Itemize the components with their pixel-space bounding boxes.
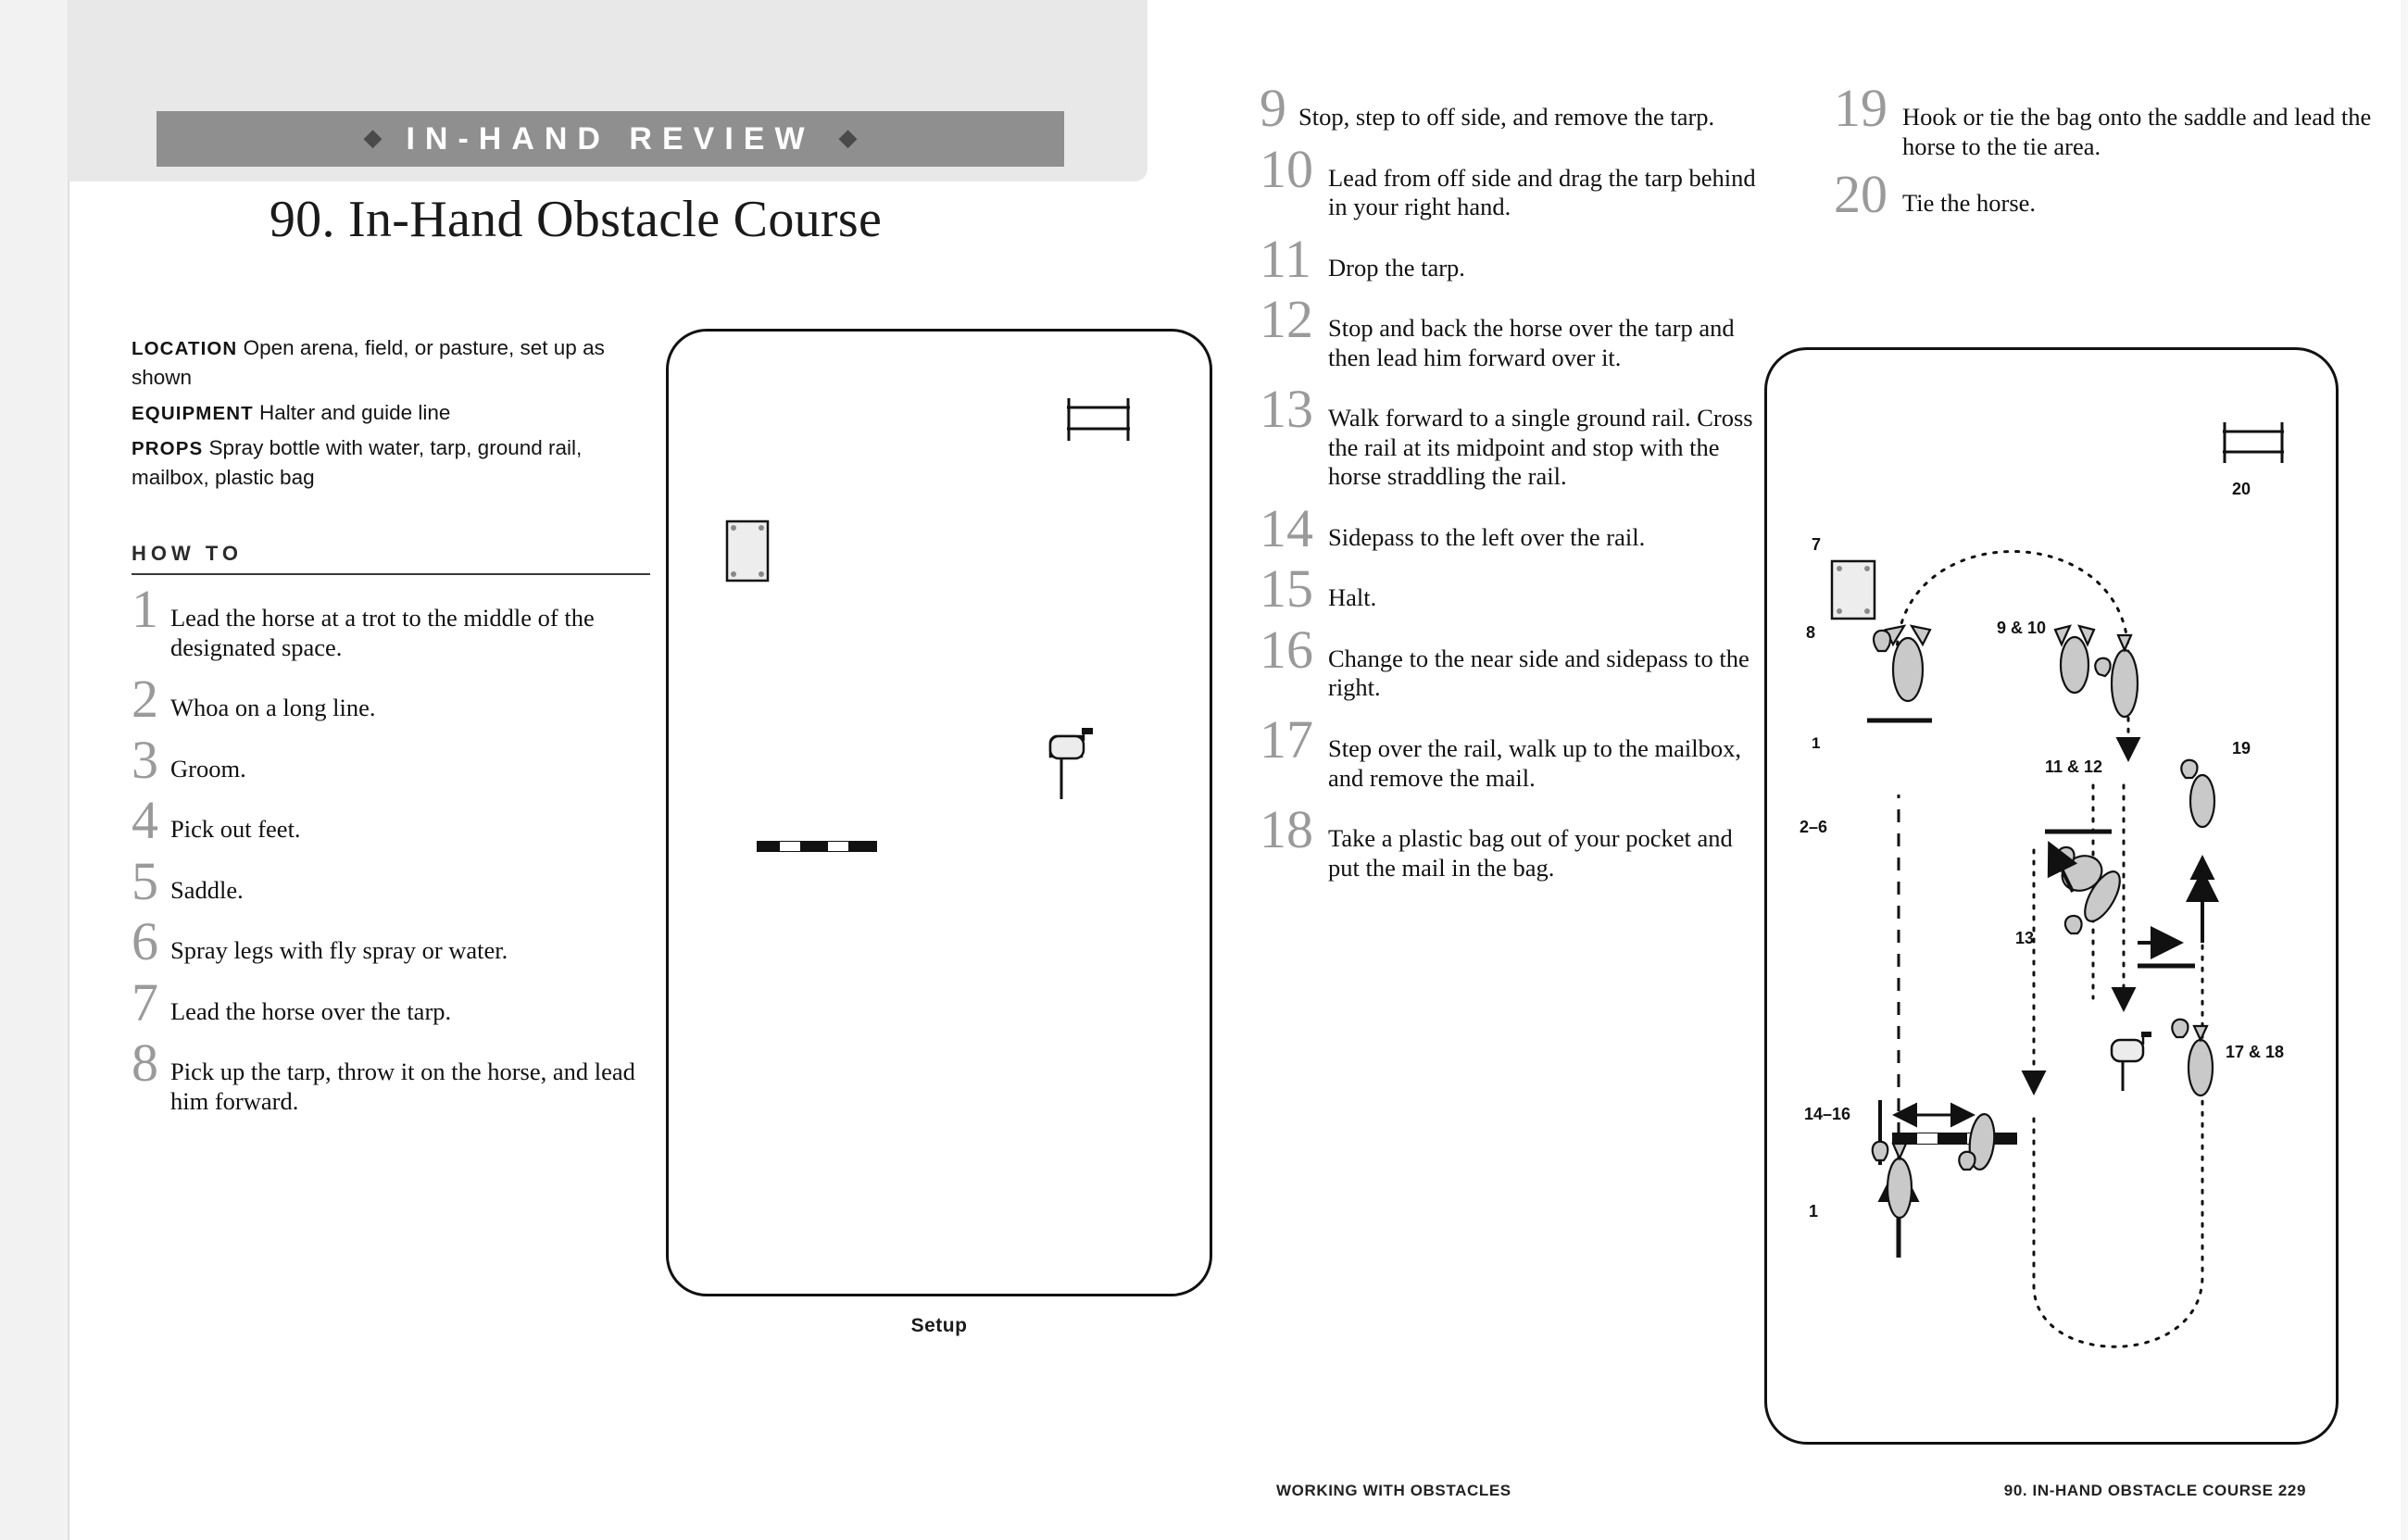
step-text: Hook or tie the bag onto the saddle and lead the horse to the tie area.	[1902, 103, 2372, 160]
step-text: Tie the horse.	[1902, 189, 2037, 218]
course-label: 1	[1809, 1202, 1819, 1221]
course-label: 9 & 10	[1997, 619, 2047, 637]
step-text: Change to the near side and sidepass to the right.	[1328, 644, 1750, 702]
review-banner	[157, 111, 1064, 167]
course-label: 19	[2232, 739, 2251, 757]
step-number: 5	[132, 850, 158, 911]
list-item	[1260, 708, 1760, 793]
howto-heading	[132, 542, 650, 575]
location-label: LOCATION	[132, 338, 238, 359]
step-text: Walk forward to a single ground rail. Cross the rail at its midpoint and stop with the horse straddling the rail.	[1328, 404, 1753, 491]
step-text: Whoa on a long line.	[170, 694, 376, 722]
setup-diagram	[666, 329, 1212, 1296]
equipment-row	[132, 398, 650, 428]
step-number: 14	[1260, 497, 1313, 558]
step-number: 13	[1260, 379, 1313, 440]
footer-left: WORKING WITH OBSTACLES	[1276, 1482, 1511, 1499]
diamond-icon-left: ◆	[363, 124, 383, 151]
equipment-label: EQUIPMENT	[132, 402, 254, 424]
list-item	[1260, 619, 1760, 703]
list-item	[1260, 497, 1760, 558]
step-text: Halt.	[1328, 583, 1377, 612]
list-item	[1260, 78, 1760, 138]
list-item	[1260, 138, 1760, 222]
page-gutter-right	[2401, 0, 2408, 1540]
list-item	[1260, 289, 1760, 372]
steps-column-2	[1260, 78, 1760, 899]
list-item	[132, 669, 650, 730]
list-item	[132, 850, 650, 911]
props-row	[132, 433, 650, 493]
step-text: Sidepass to the left over the rail.	[1328, 522, 1646, 551]
rail-jump-icon	[1067, 398, 1130, 441]
step-number: 1	[132, 579, 158, 639]
course-label: 2–6	[1800, 818, 1828, 836]
step-number: 9	[1260, 78, 1286, 138]
footer-right: 90. IN-HAND OBSTACLE COURSE 229	[2003, 1482, 2306, 1499]
step-text: Lead the horse at a trot to the middle of the designated space.	[170, 604, 595, 661]
step-text: Spray legs with fly spray or water.	[170, 936, 508, 965]
course-label: 7	[1812, 535, 1822, 554]
step-text: Stop, step to off side, and remove the tarp.	[1298, 103, 1715, 131]
step-number: 17	[1260, 708, 1313, 770]
props-text: Spray bottle with water, tarp, ground rail, mailbox, plastic bag	[132, 435, 583, 489]
list-item	[132, 1033, 650, 1116]
step-text: Pick out feet.	[170, 815, 301, 844]
equipment-text: Halter and guide line	[259, 400, 451, 424]
page-title: 90. In-Hand Obstacle Course	[269, 191, 883, 248]
steps-column-3	[1834, 78, 2389, 232]
steps-column-1	[132, 579, 650, 1133]
howto-divider	[132, 573, 650, 575]
step-number: 2	[132, 669, 158, 730]
course-label: 13	[2015, 929, 2035, 947]
step-number: 12	[1260, 289, 1313, 350]
course-label: 14–16	[1804, 1105, 1851, 1123]
props-label: PROPS	[132, 437, 204, 459]
step-number: 20	[1834, 164, 1888, 225]
step-text: Pick up the tarp, throw it on the horse, and lead him forward.	[170, 1058, 635, 1115]
diamond-icon-right: ◆	[838, 124, 858, 151]
step-text: Lead the horse over the tarp.	[170, 996, 452, 1025]
mailbox-icon	[1050, 728, 1093, 799]
course-labels	[1767, 350, 2339, 1445]
list-item	[1834, 164, 2389, 225]
step-text: Step over the rail, walk up to the mailbox, and remove the mail.	[1328, 733, 1741, 792]
list-item	[132, 971, 650, 1033]
course-label: 20	[2232, 480, 2251, 498]
panel-icon	[727, 521, 768, 581]
step-number: 4	[132, 790, 158, 851]
step-number: 8	[132, 1033, 158, 1094]
step-number: 10	[1260, 138, 1313, 199]
course-label-1: 1	[1812, 734, 1821, 752]
page-gutter-left	[0, 0, 69, 1540]
left-column	[69, 0, 1212, 1540]
setup-diagram-svg	[669, 332, 1215, 1299]
course-label: 8	[1806, 623, 1816, 642]
list-item	[132, 911, 650, 972]
step-number: 7	[132, 971, 158, 1033]
step-number: 15	[1260, 558, 1313, 620]
step-number: 11	[1260, 228, 1311, 289]
step-text: Groom.	[170, 754, 246, 783]
step-text: Lead from off side and drag the tarp behind in your right hand.	[1328, 163, 1756, 221]
list-item	[132, 790, 650, 851]
step-number: 6	[132, 911, 158, 972]
list-item	[132, 729, 650, 790]
list-item	[1260, 558, 1760, 620]
course-label: 11 & 12	[2045, 757, 2103, 776]
step-text: Stop and back the horse over the tarp and then lead him forward over it.	[1328, 314, 1735, 371]
step-text: Drop the tarp.	[1328, 253, 1465, 282]
list-item	[1260, 228, 1760, 289]
review-banner-label: IN-HAND REVIEW	[406, 120, 815, 157]
list-item	[1260, 379, 1760, 492]
list-item	[1834, 78, 2389, 161]
setup-caption: Setup	[910, 1315, 968, 1336]
location-row	[132, 333, 650, 393]
course-diagram	[1764, 347, 2339, 1445]
list-item	[1260, 799, 1760, 883]
step-text: Take a plastic bag out of your pocket and put the mail in the bag.	[1328, 824, 1733, 882]
list-item	[132, 579, 650, 662]
step-text: Saddle.	[170, 875, 244, 904]
tarp-icon	[757, 841, 877, 852]
step-number: 18	[1260, 799, 1313, 860]
course-label: 17 & 18	[2226, 1043, 2285, 1061]
step-number: 3	[132, 729, 158, 790]
meta-block	[132, 333, 650, 498]
location-text: Open arena, field, or pasture, set up as shown	[132, 336, 605, 389]
step-number: 19	[1834, 78, 1888, 138]
howto-label: HOW TO	[132, 542, 244, 565]
step-number: 16	[1260, 619, 1313, 680]
